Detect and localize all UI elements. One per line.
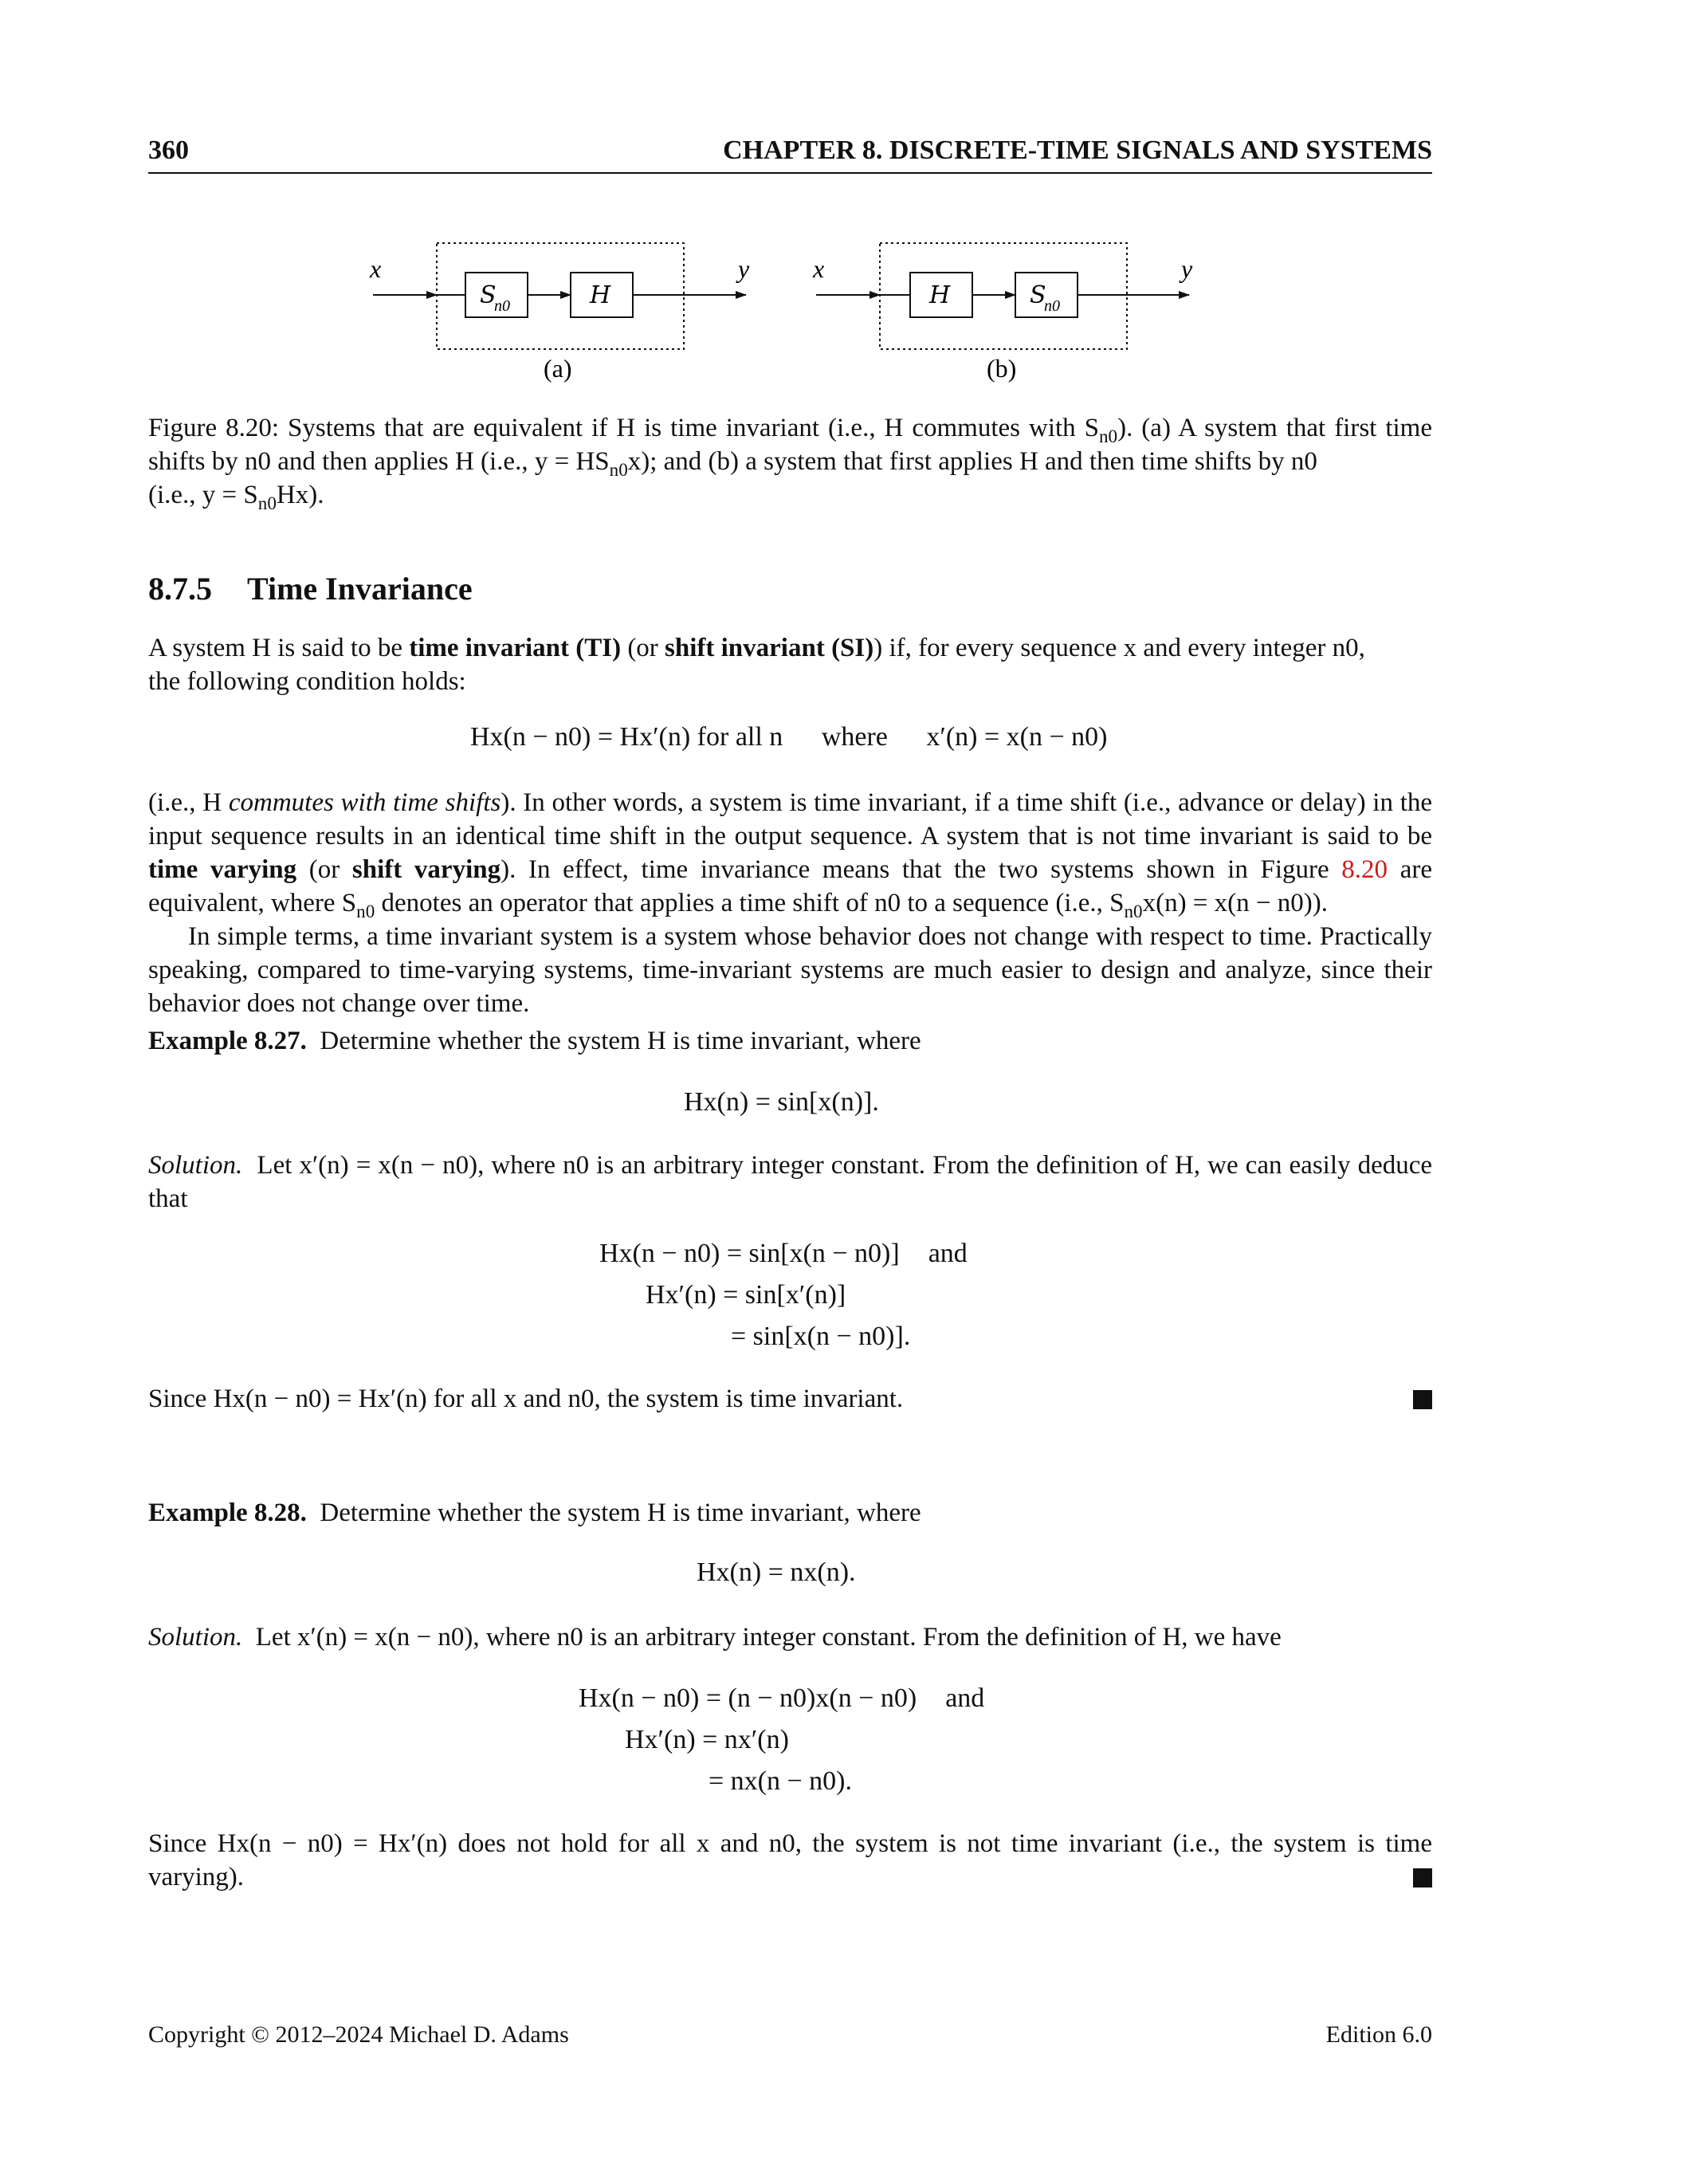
page-number: 360 (148, 136, 189, 165)
figure-8-20 (148, 231, 1432, 403)
example-8-28-derivation-line-3: = nx(n − n0). (709, 1766, 852, 1796)
example-8-27-conclusion: Since Hx(n − n0) = Hx′(n) for all x and n0, the system is time invariant. (148, 1385, 904, 1413)
example-8-27-derivation-line-2: Hx′(n) = sin[x′(n)] (646, 1280, 846, 1310)
page-header (148, 134, 1432, 174)
copyright: Copyright © 2012–2024 Michael D. Adams (148, 2021, 569, 2048)
section-heading (148, 570, 473, 607)
example-8-27-label: Example 8.27. (148, 1027, 307, 1055)
explanation-paragraph: (i.e., H commutes with time shifts). In other words, a system is time invariant, if a time shift (i.e., advance or delay) in the input sequence results in an identical time shift in the output sequence. A system that is not time invariant is said to be time varying (or shift varying). In effect, time invariance means that the two systems shown in Figure 8.20 are equivalent, where $S_{n0}$ denotes an operator that applies a time shift of n0 to a sequence (i.e., $S_{n0}x(n) = x(n - n0)$). In simple terms, a time invariant system is a system whose behavior does not change with respect to time. Practically speaking, compared to time-varying systems, time-invariant systems are much easier to design and analyze, since their behavior does not change over time. (148, 786, 1432, 1020)
example-8-28-statement: Example 8.28. Determine whether the system H is time invariant, where (148, 1499, 921, 1527)
example-8-28-conclusion: Since Hx(n − n0) = Hx′(n) does not hold for all x and n0, the system is not time invariant (i.e., the system is time varying). (148, 1829, 1432, 1891)
edition: Edition 6.0 (1325, 2021, 1432, 2048)
panel-a-output-label: y (738, 254, 750, 283)
definition-paragraph: A system H is said to be time invariant (TI) (or shift invariant (SI)) if, for every sequence x and every integer n0, the following condition holds: (148, 634, 1365, 696)
example-8-28-label: Example 8.28. (148, 1499, 307, 1527)
example-8-27-statement: Example 8.27. Determine whether the system H is time invariant, where (148, 1027, 921, 1055)
panel-a-input-label: x (370, 254, 382, 283)
panel-b (812, 243, 1193, 383)
example-8-28-derivation-line-1: Hx(n − n0) = (n − n0)x(n − n0) and (579, 1683, 985, 1713)
panel-b-shift-subscript: n0 (1044, 297, 1060, 315)
example-8-27-derivation-line-3: = sin[x(n − n0)]. (731, 1322, 911, 1351)
example-8-27-derivation-line-1: Hx(n − n0) = sin[x(n − n0)] and (599, 1239, 968, 1268)
chapter-title: CHAPTER 8. DISCRETE-TIME SIGNALS AND SYSTEMS (723, 136, 1432, 165)
panel-a (369, 243, 750, 383)
example-8-27-system-equation: Hx(n) = sin[x(n)]. (684, 1087, 879, 1117)
section-number: 8.7.5 (148, 571, 212, 607)
ti-condition-equation: Hx(n − n0) = Hx′(n) for all n where x′(n) = x(n − n0) (470, 722, 1108, 752)
block-diagrams (148, 231, 1432, 403)
qed-mark (1413, 1390, 1432, 1409)
panel-b-system-block: H (929, 281, 951, 309)
panel-b-caption: (b) (987, 354, 1017, 383)
example-8-27-solution: Solution. Let x′(n) = x(n − n0), where n0 is an arbitrary integer constant. From the definition of H, we can easily deduce that (148, 1151, 1433, 1213)
panel-a-system-block: H (590, 281, 611, 309)
qed-mark (1413, 1868, 1432, 1887)
figure-caption: Figure 8.20: Systems that are equivalent if H is time invariant (i.e., H commutes with $S_{n0}$). (a) A system that first time shifts by n0 and then applies H (i.e., $y = HS_{n0}x$); and (b) a system that first applies H and then time shifts by n0 (i.e., $y = S_{n0}Hx$). (148, 414, 1432, 514)
example-8-28-system-equation: Hx(n) = nx(n). (697, 1557, 856, 1587)
simple-terms-paragraph: In simple terms, a time invariant system is a system whose behavior does not change with respect to time. Practically speaking, compared to time-varying systems, time-invariant systems are much easier to design and analyze, since their behavior does not change over time. (148, 922, 1432, 1018)
panel-a-caption: (a) (544, 354, 572, 383)
section-title: Time Invariance (247, 571, 473, 607)
figure-ref-link[interactable]: 8.20 (1341, 855, 1388, 884)
panel-b-shift-block: S (1030, 281, 1046, 309)
panel-b-input-label: x (813, 254, 825, 283)
panel-a-shift-subscript: n0 (494, 297, 510, 315)
panel-b-output-label: y (1181, 254, 1193, 283)
panel-a-shift-block: S (480, 281, 497, 309)
example-8-28-derivation-line-2: Hx′(n) = nx′(n) (625, 1725, 789, 1754)
example-8-28-solution: Solution. Let x′(n) = x(n − n0), where n0 is an arbitrary integer constant. From the definition of H, we have (148, 1623, 1282, 1652)
